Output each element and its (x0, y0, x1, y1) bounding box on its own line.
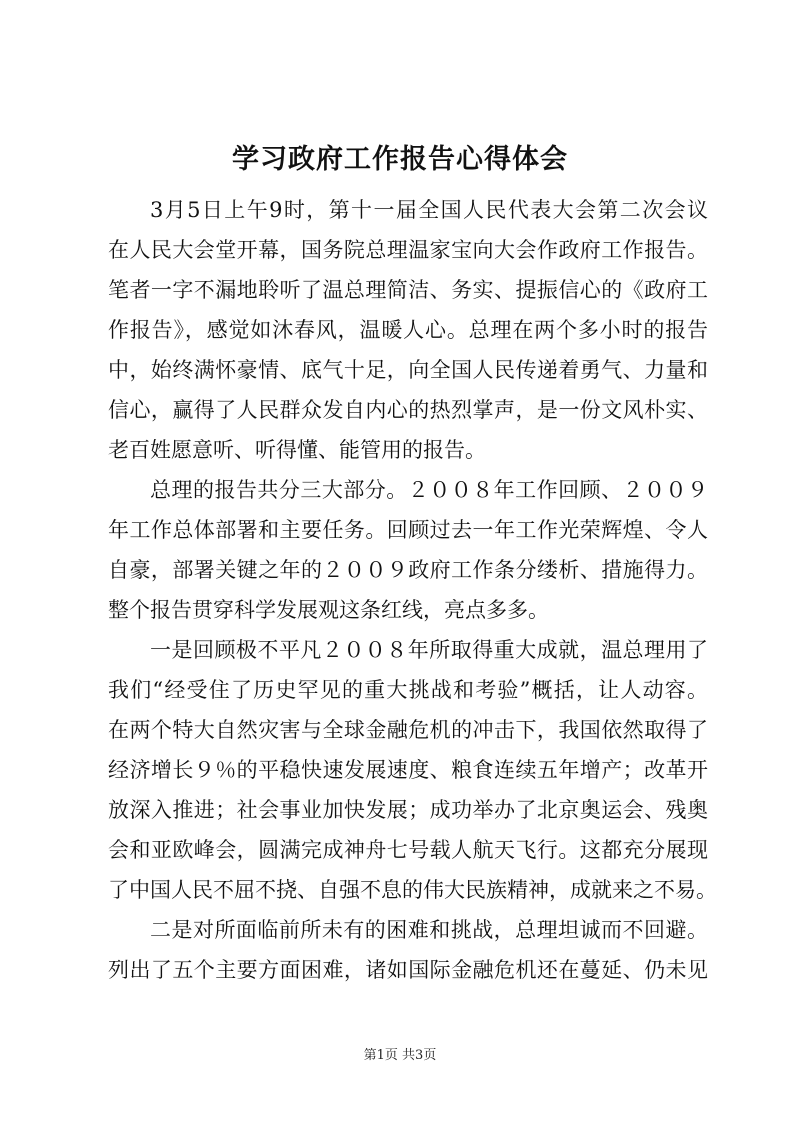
paragraph-line: 我们“经受住了历史罕见的重大挑战和考验”概括，让人动容。 (108, 678, 708, 702)
paragraph-line: 一是回顾极不平凡２００８年所取得重大成就，温总理用了 (150, 638, 708, 662)
paragraph-line: 信心，赢得了人民群众发自内心的热烈掌声，是一份文风朴实、 (108, 398, 708, 422)
paragraph-line: 二是对所面临前所未有的困难和挑战，总理坦诚而不回避。 (150, 918, 708, 942)
paragraph-line: 作报告》，感觉如沐春风，温暖人心。总理在两个多小时的报告 (108, 318, 708, 342)
paragraph-line: 3月5日上午9时，第十一届全国人民代表大会第二次会议 (150, 198, 708, 222)
paragraph-line: 中，始终满怀豪情、底气十足，向全国人民传递着勇气、力量和 (108, 358, 708, 382)
paragraph-line: 会和亚欧峰会，圆满完成神舟七号载人航天飞行。这都充分展现 (108, 838, 708, 862)
paragraph-line: 了中国人民不屈不挠、自强不息的伟大民族精神，成就来之不易。 (108, 878, 717, 902)
document-title: 学习政府工作报告心得体会 (232, 144, 568, 175)
paragraph-line: 年工作总体部署和主要任务。回顾过去一年工作光荣辉煌、令人 (108, 518, 708, 542)
paragraph-line: 列出了五个主要方面困难，诸如国际金融危机还在蔓延、仍未见 (108, 958, 708, 982)
paragraph-line: 整个报告贯穿科学发展观这条红线，亮点多多。 (108, 598, 549, 622)
paragraph-line: 经济增长９％的平稳快速发展速度、粮食连续五年增产；改革开 (108, 758, 708, 782)
page-number-footer: 第1页 共3页 (363, 1048, 437, 1063)
paragraph-line: 总理的报告共分三大部分。２００８年工作回顾、２００９ (150, 478, 708, 502)
paragraph-line: 在两个特大自然灾害与全球金融危机的冲击下，我国依然取得了 (108, 718, 708, 742)
paragraph-line: 放深入推进；社会事业加快发展；成功举办了北京奥运会、残奥 (108, 798, 708, 822)
paragraph-line: 笔者一字不漏地聆听了温总理简洁、务实、提振信心的《政府工 (108, 278, 708, 302)
paragraph-line: 自豪，部署关键之年的２００９政府工作条分缕析、措施得力。 (108, 558, 708, 582)
paragraph-line: 老百姓愿意听、听得懂、能管用的报告。 (108, 438, 486, 462)
paragraph-line: 在人民大会堂开幕，国务院总理温家宝向大会作政府工作报告。 (108, 238, 708, 262)
